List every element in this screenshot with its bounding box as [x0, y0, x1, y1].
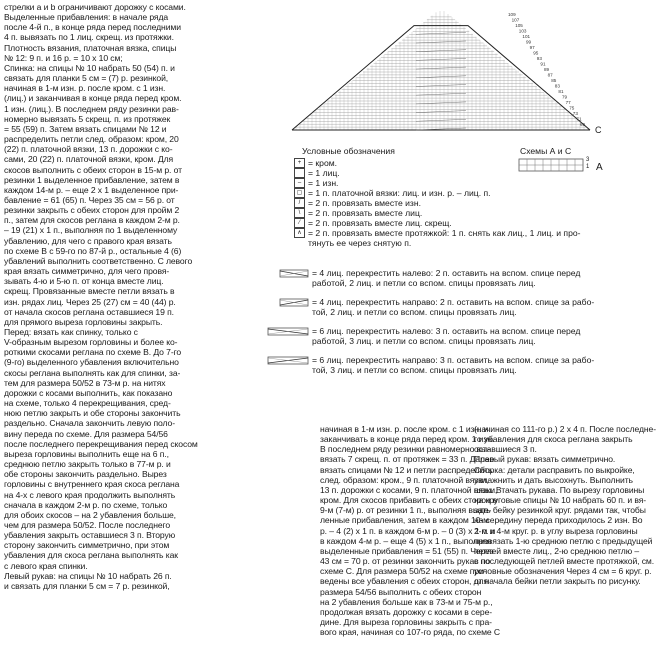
cable-symbol-icon: [262, 327, 310, 337]
col3-line: го убавления для скоса реглана закрыть: [474, 434, 633, 445]
col1-line: тем для размера 50/52 в 73-м р. на нитях: [4, 377, 166, 388]
col1-line: резинки 1 выделенное прибавление, затем в: [4, 174, 180, 185]
col2-line: 43 см = 70 р. от резинки закончить рукав по: [320, 556, 491, 567]
col1-line: бавление = 61 (65) п. Через 35 см = 56 р. от: [4, 194, 175, 205]
legend-text: = 2 п. провязать вместе лиц.: [308, 208, 423, 218]
row-number-label: 75: [569, 105, 575, 111]
col1-line: роткими скосами реглана по схеме В. До 7-го: [4, 347, 182, 358]
col3-line: оставшиеся 3 п.: [474, 444, 537, 455]
col1-line: Выделенные прибавления: в начале ряда: [4, 12, 169, 23]
col2-line: дине. Для выреза горловины закрыть с пра-: [320, 616, 492, 627]
col1-line: = 55 (59) п. Затем вязать спицами № 12 и: [4, 123, 167, 134]
col1-line: горловины с внутреннего края скоса реглана: [4, 479, 180, 490]
legend-text: = 1 п. платочной вязки: лиц. и изн. р. – лиц. п.: [308, 188, 491, 198]
legend-symbol-icon: –: [294, 178, 305, 188]
legend-item: [294, 188, 491, 198]
col1-line: вину переда по схеме. Для размера 54/56: [4, 428, 168, 439]
col1-line: убавлений выполнить соответственно. С левого: [4, 255, 193, 266]
legend-item: [294, 168, 340, 178]
legend-symbol-icon: ∧: [294, 228, 305, 238]
cable-text: работой, 3 лиц. и петли со вспом. спицы провязать лиц.: [312, 336, 536, 346]
col2-line: вого края, начиная со 107-го ряда, по схеме С: [320, 627, 500, 638]
col1-line: – 19 (21) х 1 п., выполняя по 1 выделенному: [4, 225, 178, 236]
row-number-label: 71: [576, 116, 582, 122]
schema-label: Схемы А и С: [520, 146, 572, 156]
col2-line: р. – 4 (2) х 1 п. в каждом 6-м р. – 0 (3) х 1 п. и: [320, 525, 496, 536]
col3-line: от начала бейки петли закрыть по рисунку.: [474, 576, 641, 587]
instructions-column-left: [4, 2, 318, 591]
legend-item: [294, 218, 452, 228]
col1-line: (22) п. платочной вязки, 13 п. дорожки с ко-: [4, 144, 173, 155]
legend-item: [294, 158, 337, 168]
cable-symbol-icon: [262, 298, 310, 308]
col1-line: среднюю петлю закрыть только в 77-м р. и: [4, 459, 171, 470]
row-number-label: 81: [558, 89, 564, 94]
row-number-label: 105: [515, 23, 523, 28]
col1-line: убавлению, для чего с правого края вязать: [4, 235, 172, 246]
col2-line: заканчивать в конце ряда перед кром. 1 изн.: [320, 434, 495, 445]
row-number-label: 99: [526, 39, 532, 45]
col2-line: 9-м (7-м) р. от резинки 1 п., выполняя выде-: [320, 505, 492, 516]
cable-text: = 6 лиц. перекрестить налево: 3 п. оставить на вспом. спице перед: [312, 326, 581, 336]
schema-num-1: 1: [586, 164, 590, 170]
col1-line: № 12: 9 п. и 16 р. = 10 х 10 см;: [4, 52, 123, 63]
col1-line: выреза горловины выполнить еще на 6 п.,: [4, 448, 169, 459]
row-number-label: 73: [572, 111, 578, 116]
col3-line: условные обозначения Через 4 см = 6 круг. р.: [474, 566, 652, 577]
col2-line: ленные прибавления, затем в каждом 10-м: [320, 515, 489, 526]
col1-line: обе стороны закончить раздельно. Вырез: [4, 469, 167, 480]
row-number-label: 87: [547, 72, 553, 78]
col1-line: Перед: вязать как спинку, только с: [4, 327, 138, 337]
col1-line: стрелки a и b ограничивают дорожку с косами.: [4, 2, 186, 12]
col3-line: провязать 1-ю среднюю петлю с предыдущей: [474, 535, 653, 546]
col1-line: Спинка: на спицы № 10 набрать 50 (54) п. и: [4, 62, 175, 73]
legend-text: = 1 лиц.: [308, 168, 340, 178]
col1-line: Левый рукав: на спицы № 10 набрать 26 п.: [4, 570, 172, 581]
col1-line: распределить петли след. образом: кром, 20: [4, 134, 179, 145]
col2-line: на 2 убавления больше как в 73-м и 75-м р.,: [320, 596, 493, 607]
col3-line: на круговые спицы № 10 набрать 60 п. и вя-: [474, 495, 647, 506]
col3-line: Правый рукав: вязать симметрично.: [474, 454, 616, 465]
instructions-column-right: [474, 424, 656, 587]
schema-num-3: 3: [586, 157, 590, 163]
cable-text: той, 3 лиц. и петли со вспом. спицы провязать лиц.: [312, 365, 517, 375]
legend-symbol-icon: +: [294, 158, 305, 168]
row-number-label: 91: [540, 61, 546, 67]
row-number-label: 83: [554, 83, 560, 89]
legend-item: [294, 178, 338, 188]
col2-line: начиная в 1-м изн. р. после кром. с 1 изн. и: [320, 424, 489, 434]
legend-text: = 1 изн.: [308, 178, 339, 188]
col1-line: от начала скосов реглана оставшиеся 19 п.: [4, 306, 174, 317]
col1-line: после 4-й п., в конце ряда перед последними: [4, 22, 181, 33]
col1-line: по схеме В с 59-го по 87-й р., остальные 4 (6): [4, 245, 182, 256]
row-number-label: 109: [508, 12, 516, 17]
legend-symbol-icon: /: [294, 198, 305, 208]
legend-text: = 2 п. провязать вместе изн.: [308, 198, 422, 208]
legend-symbol-icon: \: [294, 208, 305, 218]
col3-line: 2-м и 4-м круг. р. в углу выреза горловины: [474, 525, 638, 536]
col1-line: чем для размера 50/52. После последнего: [4, 519, 171, 530]
legend-item: [294, 238, 411, 248]
cable-text: = 6 лиц. перекрестить направо: 3 п. оставить на вспом. спице за рабо-: [312, 355, 595, 365]
col1-line: связать для планки 5 см = (7) р. резинкой,: [4, 73, 169, 84]
col1-line: раздельно. Сначала закончить левую поло-: [4, 418, 175, 429]
cable-symbol-icon: [262, 356, 310, 366]
col1-line: сторону закончить симметрично, при этом: [4, 540, 170, 551]
col1-line: скосы реглана выполнять как для спинки, за-: [4, 367, 181, 378]
col1-line: с левого края спинки.: [4, 560, 88, 571]
col1-line: края вязать симметрично, для чего провя-: [4, 266, 170, 277]
row-number-label: 93: [536, 56, 542, 61]
schema-ac-box: [518, 157, 608, 182]
col3-line: на середину переда приходилось 2 изн. Во: [474, 515, 643, 526]
legend-symbol-icon: ⁄: [294, 218, 305, 228]
col2-line: след. образом: кром., 9 п. платочной вязки,: [320, 474, 489, 485]
row-number-label: 101: [522, 34, 531, 39]
col2-line: кром. Для скосов прибавить с обеих сторон в: [320, 495, 498, 506]
cable-text: работой, 2 лиц. и петли со вспом. спицы провязать лиц.: [312, 278, 536, 288]
row-number-label: 85: [551, 78, 557, 83]
chart-grid-svg: [290, 6, 618, 136]
col1-line: после последнего перекрещивания перед скосом: [4, 438, 198, 449]
col1-line: дорожки с косами выполнить, как показано: [4, 387, 173, 398]
col1-line: (9-го) выделенного убавления включительно: [4, 357, 179, 368]
cable-symbol-icon: [262, 269, 310, 279]
col1-line: для обоих скосов – на 2 убавления больше,: [4, 509, 176, 520]
col1-line: Плотность вязания, платочная вязка, спицы: [4, 42, 177, 53]
cable-text: = 4 лиц. перекрестить налево: 2 п. оставить на вспом. спице перед: [312, 268, 581, 278]
col1-line: зывать 4-ю и 5-ю п. от конца вместе лиц.: [4, 276, 164, 287]
col1-line: начиная в 1-м изн. р. после кром. с 1 изн.: [4, 83, 166, 94]
schema-a-label: A: [596, 162, 603, 173]
col2-line: вязать 7 скрещ. п. от протяжек = 33 п. Далее: [320, 454, 495, 465]
cable-text: той, 2 лиц. и петли со вспом. спицы провязать лиц.: [312, 307, 517, 317]
row-number-label: 79: [562, 94, 568, 100]
legend-item: [294, 228, 581, 238]
col3-line: увлажнить и дать высохнуть. Выполнить: [474, 474, 633, 485]
col3-line: с последующей петлей вместе протяжкой, см.: [474, 556, 655, 567]
row-number-label: 95: [533, 50, 539, 56]
legend-symbol-icon: [294, 168, 305, 178]
col1-line: 1 изн. (лиц.). В последнем ряду резинки рав-: [4, 103, 179, 114]
col1-line: убавления для скоса реглана выполнять как: [4, 550, 178, 561]
col1-line: скосов выполнить с обеих сторон в 15-м р. от: [4, 164, 182, 175]
col1-line: номерно вывязать 5 скрещ. п. из протяжек: [4, 113, 171, 124]
col1-line: нюю петлю закрыть и обе стороны закончить: [4, 408, 181, 419]
col1-line: сами, 20 (22) п. платочной вязки, кром. Для: [4, 154, 174, 165]
row-number-label: 77: [565, 100, 571, 105]
legend-text: = кром.: [308, 158, 338, 168]
row-number-label: 107: [511, 17, 520, 23]
col3-line: зать бейку резинкой круг. рядами так, чтобы: [474, 505, 646, 516]
col1-line: сначала в каждом 2-м р. по схеме, только: [4, 499, 168, 510]
legend-item: [294, 198, 421, 208]
col2-line: В последнем ряду резинки равномерно вы-: [320, 444, 490, 455]
col1-line: для прямого выреза горловины закрыть.: [4, 316, 163, 327]
col2-line: размера 54/56 выполнить с обеих сторон: [320, 586, 482, 597]
legend-symbol-icon: ▢: [294, 188, 305, 198]
col1-line: (лиц.) и заканчивая в конце ряда перед кром.: [4, 93, 182, 104]
row-number-label: 97: [529, 45, 535, 50]
col1-line: на схеме, только 4 перекрещивания, сред-: [4, 398, 171, 409]
legend-text: тянуть ее через снятую п.: [308, 238, 412, 248]
col2-line: в каждом 4-м р. – еще 4 (5) х 1 п., выполняя: [320, 535, 492, 546]
legend-text: = 2 п. провязать вместе лиц. скрещ.: [308, 218, 452, 228]
col3-line: Сборка: детали расправить по выкройке,: [474, 464, 635, 475]
knitting-chart: [290, 6, 618, 136]
cable-text: = 4 лиц. перекрестить направо: 2 п. оставить на вспом. спице за рабо-: [312, 297, 595, 307]
col1-line: и связать для планки 5 см = 7 р. резинкой,: [4, 580, 170, 591]
col1-line: V-образным вырезом горловины и более ко-: [4, 337, 178, 348]
col2-line: продолжая вязать дорожку с косами в сере-: [320, 606, 493, 617]
row-number-label: 103: [518, 28, 527, 34]
col1-line: каждом 14-м р. – еще 2 х 1 выделенное при-: [4, 184, 179, 195]
col1-line: убавления закрыть оставшиеся 3 п. Вторую: [4, 530, 176, 541]
col1-line: скрещ. Провязанные вместе петли вязать в: [4, 286, 175, 297]
legend-text: = 2 п. провязать вместе протяжкой: 1 п. снять как лиц., 1 лиц. и про-: [308, 228, 581, 238]
chart-marker-c: C: [595, 125, 602, 135]
legend-title: Условные обозначения: [302, 146, 395, 156]
col3-line: петлей вместе лиц., 2-ю среднюю петлю –: [474, 545, 640, 556]
col3-line: швы. Втачать рукава. По вырезу горловины: [474, 484, 645, 495]
row-number-label: 89: [544, 67, 550, 72]
col1-line: на 4-х с левого края продолжить выполнять: [4, 489, 176, 500]
col1-line: 4 п. вывязать по 1 лиц. скрещ. из протяжки.: [4, 32, 174, 43]
row-number-label: 69: [580, 122, 586, 127]
col3-line: (начиная со 111-го р.) 2 х 4 п. После последне-: [474, 424, 656, 434]
col2-line: выделенные прибавления = 51 (55) п. Через: [320, 545, 494, 556]
col2-line: ведены все убавления с обеих сторон, для: [320, 576, 488, 587]
col1-line: изн. рядах лиц. Через 25 (27) см = 40 (44) р.: [4, 296, 176, 307]
col2-line: схеме С. Для размера 50/52 на схеме при-: [320, 566, 487, 577]
col1-line: п., затем для скосов реглана в каждом 2-м р.: [4, 215, 180, 226]
col2-line: 13 п. дорожки с косами, 9 п. платочной вязки,: [320, 484, 498, 495]
col2-line: вязать спицами № 12 и петли распределить: [320, 464, 493, 475]
col1-line: резинки закрыть с обеих сторон для пройм 2: [4, 205, 180, 216]
legend-item: [294, 208, 422, 218]
